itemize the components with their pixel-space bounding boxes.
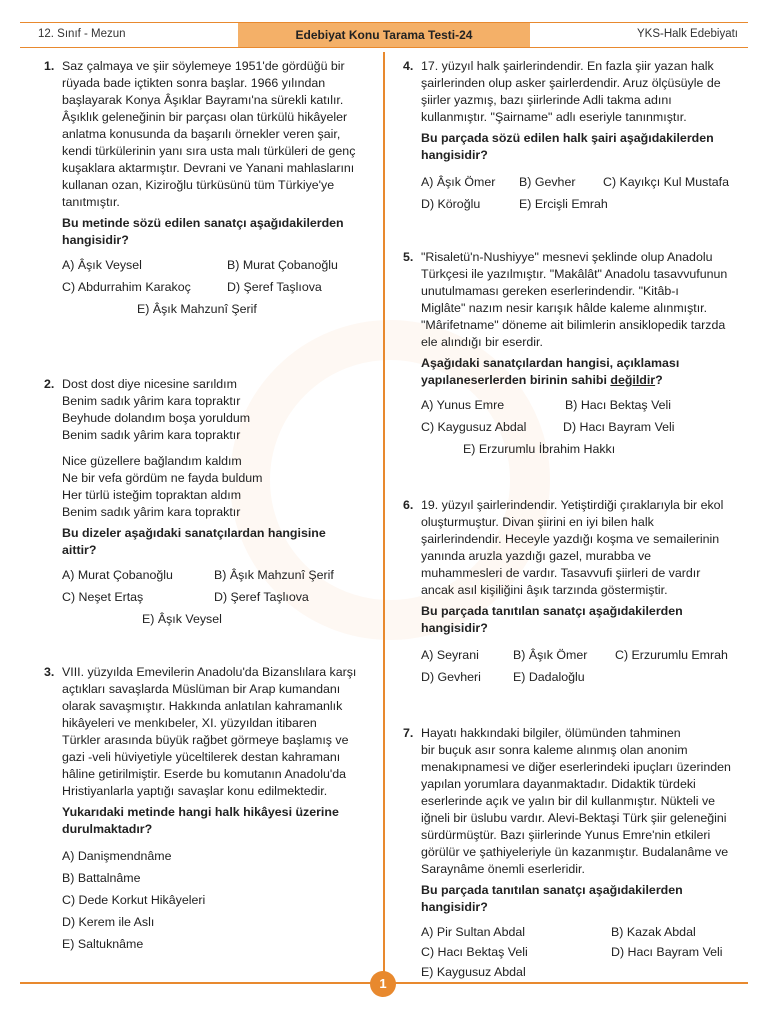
text-line: muhammesleri de vardır. Tasavvufi şiirleri de vardır	[421, 566, 701, 580]
text-line: hikâyeleri ve menkıbeler, XI. yüzyıldan itibaren	[62, 716, 317, 730]
verse-line: Beyhude dolandım boşa yoruldum	[62, 411, 251, 425]
question-stem	[421, 882, 743, 916]
option-d[interactable]: D) Şeref Taşlıova	[214, 590, 309, 604]
verse-line: Dost dost diye nicesine sarıldım	[62, 377, 237, 391]
text-line: şairlerindendir. Heceyle yazdığı koşma ve semailerinin	[421, 532, 720, 546]
option-e[interactable]: E) Kaygusuz Abdal	[421, 965, 526, 979]
text-line: Türkler arasında büyük rağbet görmeye başlamış ve	[62, 733, 349, 747]
stem-line: hangisidir?	[62, 233, 129, 247]
text-line: Türkçesi ile yazılmıştır. "Makâlât" Anadolu tasavvufunun	[421, 267, 728, 281]
option-b[interactable]: B) Murat Çobanoğlu	[227, 258, 338, 272]
stem-line: Bu metinde sözü edilen sanatçı aşağıdakilerden	[62, 216, 344, 230]
verse-line: Ne bir vefa gördüm ne fayda buldum	[62, 471, 263, 485]
text-line: 17. yüzyıl halk şairlerindendir. En fazla şiir yazan halk	[421, 59, 714, 73]
question-number: 5.	[403, 250, 414, 264]
text-line: Hristiyanlarla yaptığı savaşlar konu edilmektedir.	[62, 784, 328, 798]
text-line: olarak savaşmıştır. Hakkında anlatılan kahramanlık	[62, 699, 343, 713]
grade-label: 12. Sınıf - Mezun	[38, 28, 126, 40]
text-line: kendi türkülerinin yanı sıra usta malı türküleri de genç	[62, 144, 356, 158]
option-e[interactable]: E) Dadaloğlu	[513, 670, 585, 684]
option-c[interactable]: C) Erzurumlu Emrah	[615, 648, 728, 662]
stem-text: yapılaneserlerden birinin sahibi	[421, 373, 611, 387]
verse-line: Nice güzellere bağlandım kaldım	[62, 454, 242, 468]
text-line: ancak asıl kişiliğini âşık tarzında göstermiştir.	[421, 583, 668, 597]
text-line: şiirler yazmış, bazı şiirlerinde Adli takma adını	[421, 93, 672, 107]
stem-line: Bu dizeler aşağıdaki sanatçılardan hangisine	[62, 526, 326, 540]
text-line: 19. yüzyıl şairlerindendir. Yetiştirdiği çıraklarıyla bir ekol	[421, 498, 724, 512]
test-title: Edebiyat Konu Tarama Testi-24	[238, 23, 530, 47]
option-a[interactable]: A) Danişmendnâme	[62, 849, 172, 863]
question-3	[44, 664, 374, 958]
question-stem	[62, 525, 374, 559]
option-d[interactable]: D) Kerem ile Aslı	[62, 915, 155, 929]
question-stem	[421, 130, 743, 164]
text-line: kuşaklara aktarmıştır. Devrani ve Yanani mahlaslarını	[62, 161, 355, 175]
question-stem	[421, 355, 743, 389]
text-line: kullanmıştır. "Şairname" adlı eseriyle tanınmıştır.	[421, 110, 687, 124]
question-stem	[62, 215, 374, 249]
text-line: açtıkları savaşlarda Müslüman bir Arap kumandanı	[62, 682, 341, 696]
answer-options	[421, 397, 743, 458]
option-e[interactable]: E) Erzurumlu İbrahim Hakkı	[463, 442, 616, 456]
option-c[interactable]: C) Abdurrahim Karakoç	[62, 280, 191, 294]
page-number: 1	[370, 971, 396, 997]
column-divider	[383, 52, 385, 982]
option-b[interactable]: B) Hacı Bektaş Veli	[565, 398, 672, 412]
text-line: rüyada bade içtikten sonra başlar. 1966 yılından	[62, 76, 326, 90]
answer-options	[62, 567, 374, 628]
option-c[interactable]: C) Neşet Ertaş	[62, 590, 144, 604]
answer-options	[62, 848, 374, 953]
question-number: 6.	[403, 498, 414, 512]
option-b[interactable]: B) Battalnâme	[62, 871, 141, 885]
option-e[interactable]: E) Âşık Veysel	[142, 612, 222, 626]
question-number: 7.	[403, 726, 414, 740]
text-line: Âşıklık geleneğinin bir parçası olan türkülü hikâyeler	[62, 110, 348, 124]
stem-line: Yukarıdaki metinde hangi halk hikâyesi üzerine	[62, 805, 339, 819]
option-a[interactable]: A) Pir Sultan Abdal	[421, 925, 526, 939]
option-d[interactable]: D) Hacı Bayram Veli	[563, 420, 675, 434]
text-line: "Risaletü'n-Nushiyye" mesnevi şeklinde olup Anadolu	[421, 250, 713, 264]
stem-line: hangisidir?	[421, 900, 488, 914]
stem-end: ?	[655, 373, 663, 387]
question-number: 3.	[44, 665, 55, 679]
question-number: 4.	[403, 59, 414, 73]
question-number: 1.	[44, 59, 55, 73]
question-stem	[421, 603, 743, 637]
option-a[interactable]: A) Âşık Ömer	[421, 175, 496, 189]
text-line: VIII. yüzyılda Emevilerin Anadolu'da Bizanslılara karşı	[62, 665, 357, 679]
option-d[interactable]: D) Hacı Bayram Veli	[611, 945, 723, 959]
stem-line: Bu parçada tanıtılan sanatçı aşağıdakilerden	[421, 883, 683, 897]
text-line: gazi -veli hüviyetiyle yüceltilerek destan kahramanı	[62, 750, 341, 764]
option-e[interactable]: E) Ercişli Emrah	[519, 197, 608, 211]
text-line: oluşturmuştur. Divan şiirini en iyi bilen halk	[421, 515, 654, 529]
text-line: Saz çalmaya ve şiir söylemeye 1951'de gördüğü bir	[62, 59, 345, 73]
question-4	[403, 58, 743, 218]
stem-underlined-word: değildir	[610, 373, 656, 387]
option-c[interactable]: C) Kayıkçı Kul Mustafa	[603, 175, 730, 189]
text-line: iğneli bir üslubu vardır. Alevi-Bektaşi Türk şiir geleneğini	[421, 811, 727, 825]
text-line: bir buçuk asır sonra kaleme alınmış olan anonim	[421, 743, 688, 757]
subject-label: YKS-Halk Edebiyatı	[637, 28, 738, 40]
answer-options	[421, 647, 743, 686]
text-line: tanıtmıştır.	[62, 195, 120, 209]
option-c[interactable]: C) Kaygusuz Abdal	[421, 420, 527, 434]
text-line: menakıpnamesi ve diğer eserlerindeki ipuçları üzerinden	[421, 760, 731, 774]
option-a[interactable]: A) Seyrani	[421, 648, 479, 662]
answer-options	[421, 174, 743, 213]
text-line: ele alındığı bir eserdir.	[421, 335, 543, 349]
verse-line: Benim sadık yârim kara topraktır	[62, 394, 241, 408]
page-header	[20, 22, 748, 48]
option-d[interactable]: D) Şeref Taşlıova	[227, 280, 322, 294]
text-line: "Mârifetname" döneme ait bilimlerin ansiklopedik tarzda	[421, 318, 726, 332]
question-2	[44, 376, 374, 633]
question-stem	[62, 804, 374, 838]
answer-options	[62, 257, 374, 318]
question-6	[403, 497, 743, 691]
option-a[interactable]: A) Murat Çobanoğlu	[62, 568, 173, 582]
option-c[interactable]: C) Hacı Bektaş Veli	[421, 945, 528, 959]
text-line: yapılan yorumlara dayanmaktadır. Didaktik türdeki	[421, 777, 696, 791]
text-line: görülür ve şathiyeleriyle ün kazanmıştır. Budalanâme ve	[421, 845, 729, 859]
option-e[interactable]: E) Saltuknâme	[62, 937, 144, 951]
option-d[interactable]: D) Gevheri	[421, 670, 481, 684]
text-line: anlatma konusunda da başarılı örnekler veren şair,	[62, 127, 341, 141]
option-a[interactable]: A) Yunus Emre	[421, 398, 505, 412]
text-line: Miglâte" nazım nesir karışık hâlde kaleme alınmıştır.	[421, 301, 708, 315]
answer-options	[421, 924, 743, 981]
text-line: eserlerinde açık ve yalın bir dil kullanmıştır. Nükteli ve	[421, 794, 716, 808]
text-line: yanında aruzla yazdığı gazel, murabba ve	[421, 549, 652, 563]
question-7	[403, 725, 743, 986]
option-d[interactable]: D) Köroğlu	[421, 197, 481, 211]
option-c[interactable]: C) Dede Korkut Hikâyeleri	[62, 893, 206, 907]
question-1	[44, 58, 374, 323]
option-b[interactable]: B) Âşık Ömer	[513, 648, 588, 662]
stem-line: durulmaktadır?	[62, 822, 153, 836]
option-b[interactable]: B) Âşık Mahzunî Şerif	[214, 568, 334, 582]
stem-line	[421, 372, 743, 389]
option-e[interactable]: E) Âşık Mahzunî Şerif	[137, 302, 257, 316]
text-line: Saraynâme önemli eserleridir.	[421, 862, 585, 876]
text-line: Hayatı hakkındaki bilgiler, ölümünden tahminen	[421, 726, 681, 740]
stem-line: hangisidir?	[421, 148, 488, 162]
question-number: 2.	[44, 377, 55, 391]
stem-line: Bu parçada sözü edilen halk şairi aşağıdakilerden	[421, 131, 714, 145]
option-b[interactable]: B) Gevher	[519, 175, 576, 189]
option-a[interactable]: A) Âşık Veysel	[62, 258, 142, 272]
stem-line: hangisidir?	[421, 621, 488, 635]
question-5	[403, 249, 743, 463]
text-line: kullanan ozan, Kiziroğlu türküsünü tüm Türkiye'ye	[62, 178, 335, 192]
text-line: başlayarak Konya Âşıklar Bayramı'na sürekli katılır.	[62, 93, 344, 107]
text-line: hâline getirilmiştir. Eserde bu komutanın Anadolu'da	[62, 767, 347, 781]
stem-line: Bu parçada tanıtılan sanatçı aşağıdakilerden	[421, 604, 683, 618]
option-b[interactable]: B) Kazak Abdal	[611, 925, 696, 939]
stem-line: aittir?	[62, 543, 97, 557]
verse-line: Benim sadık yârim kara topraktır	[62, 505, 241, 519]
stem-line: Aşağıdaki sanatçılardan hangisi, açıklaması	[421, 356, 680, 370]
verse-line: Benim sadık yârim kara topraktır	[62, 428, 241, 442]
text-line: şairlerinden olup asker şairlerdendir. Aruz ölçüsüyle de	[421, 76, 721, 90]
text-line: sürdürmüştür. Bazı şiirlerinde Yunus Emre'nin etkileri	[421, 828, 711, 842]
text-line: unutulmaması gereken eserlerindendir. "Kitâb-ı	[421, 284, 679, 298]
verse-line: Her türlü isteğim topraktan aldım	[62, 488, 242, 502]
